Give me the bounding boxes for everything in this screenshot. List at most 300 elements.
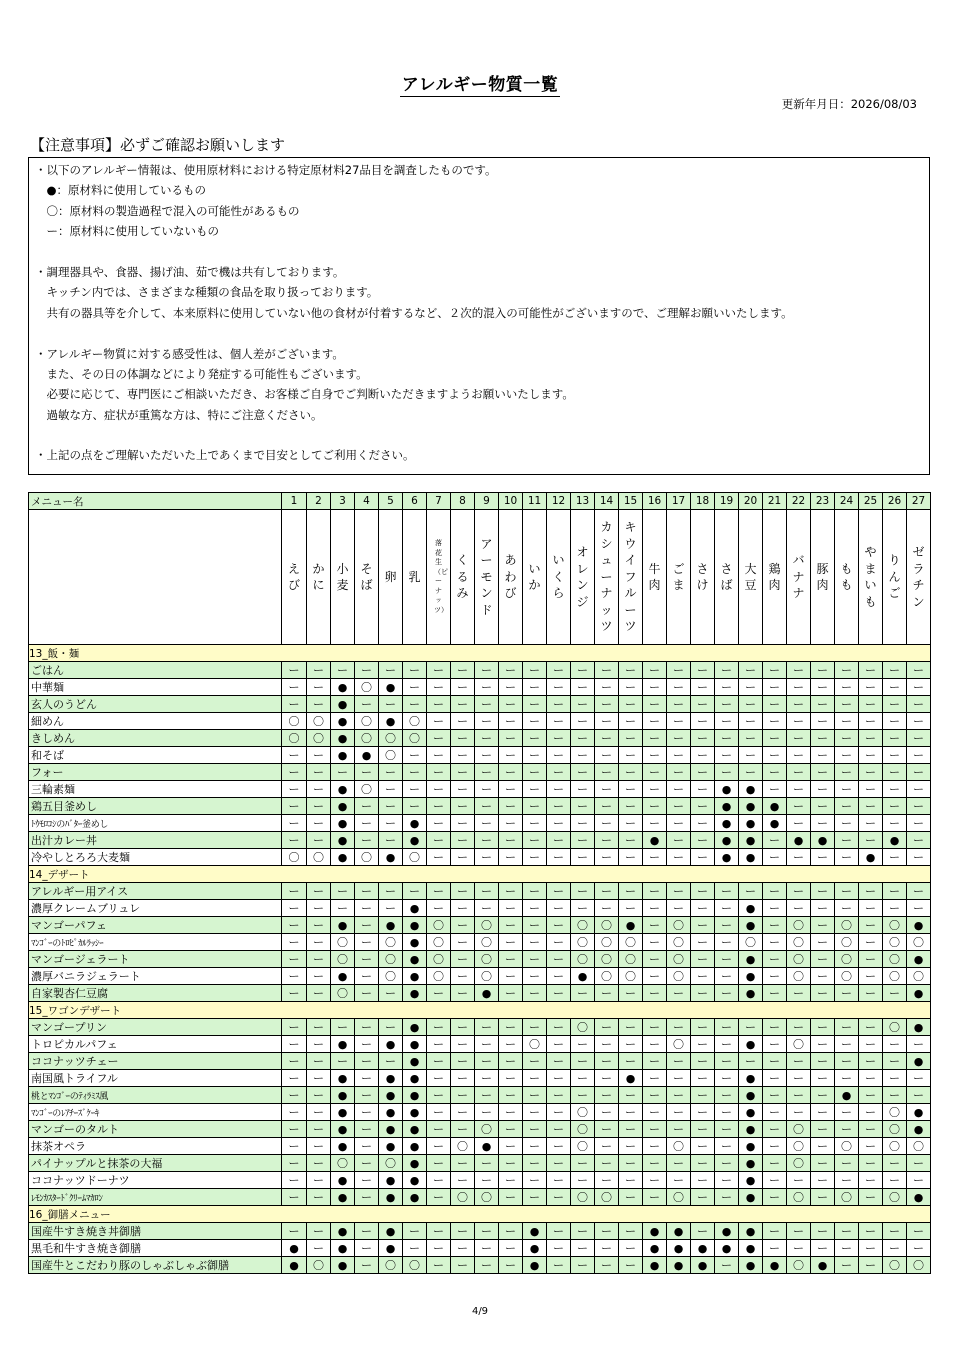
allergen-mark: ー <box>571 1223 595 1240</box>
notice-line: ・上記の点をご理解いただいた上であくまで目安としてご利用ください。 <box>35 448 415 463</box>
allergen-mark: ー <box>499 798 523 815</box>
allergen-mark: ー <box>619 1019 643 1036</box>
allergen-mark: ー <box>571 1070 595 1087</box>
allergen-mark: ー <box>811 696 835 713</box>
allergen-mark: ー <box>403 764 427 781</box>
allergen-mark: 〇 <box>379 1155 403 1172</box>
allergen-mark: ー <box>403 1240 427 1257</box>
allergen-mark: ● <box>379 1240 403 1257</box>
allergen-mark: ● <box>715 849 739 866</box>
allergen-mark: 〇 <box>787 1189 811 1206</box>
allergen-mark: ー <box>835 781 859 798</box>
allergen-mark: ー <box>571 815 595 832</box>
allergen-mark: ー <box>835 696 859 713</box>
category-header: 13_飯・麺 <box>29 645 931 662</box>
allergen-mark: ー <box>547 832 571 849</box>
allergen-mark: ー <box>763 1189 787 1206</box>
allergen-mark: ー <box>643 917 667 934</box>
allergen-mark: ー <box>523 730 547 747</box>
menu-header-blank <box>29 510 282 645</box>
allergen-mark: ー <box>883 747 907 764</box>
allergen-mark: 〇 <box>667 1036 691 1053</box>
allergen-mark: 〇 <box>619 934 643 951</box>
allergen-mark: ー <box>619 696 643 713</box>
allergen-name-cell <box>859 510 883 645</box>
allergen-mark: ● <box>619 1070 643 1087</box>
allergen-mark: ー <box>715 713 739 730</box>
allergen-mark: 〇 <box>787 1155 811 1172</box>
allergen-mark: ー <box>451 1121 475 1138</box>
allergen-mark: ー <box>835 1155 859 1172</box>
allergen-mark: ー <box>811 730 835 747</box>
allergen-mark: ー <box>451 764 475 781</box>
allergen-mark: ー <box>451 985 475 1002</box>
allergen-mark: ー <box>763 679 787 696</box>
allergen-mark: ー <box>307 662 331 679</box>
menu-item-name: ココナッツチェー <box>29 1053 282 1070</box>
table-row <box>29 1070 931 1087</box>
allergen-mark: 〇 <box>307 730 331 747</box>
allergen-mark: ー <box>451 1053 475 1070</box>
notice-line <box>35 323 923 343</box>
allergen-mark: ー <box>499 900 523 917</box>
allergen-mark: ● <box>331 1189 355 1206</box>
allergen-mark: ー <box>667 900 691 917</box>
allergen-mark: ー <box>403 679 427 696</box>
allergen-mark: ー <box>331 900 355 917</box>
allergen-mark: ー <box>475 1070 499 1087</box>
allergen-mark: ー <box>547 1240 571 1257</box>
allergen-number: 7 <box>427 493 451 510</box>
allergen-mark: 〇 <box>667 968 691 985</box>
allergen-mark: ● <box>523 1223 547 1240</box>
allergen-mark: ● <box>331 968 355 985</box>
allergen-mark: ● <box>907 1121 931 1138</box>
allergen-mark: ー <box>499 1240 523 1257</box>
allergen-mark: ー <box>571 1155 595 1172</box>
allergen-mark: ー <box>523 951 547 968</box>
allergen-mark: ー <box>811 1240 835 1257</box>
allergen-mark: ー <box>451 815 475 832</box>
allergen-mark: ー <box>571 798 595 815</box>
allergen-mark: ー <box>379 900 403 917</box>
table-row <box>29 1019 931 1036</box>
allergen-mark: 〇 <box>883 968 907 985</box>
allergen-mark: ー <box>643 1121 667 1138</box>
allergen-name-cell <box>451 510 475 645</box>
allergen-mark: ー <box>811 1121 835 1138</box>
allergen-mark: ー <box>619 798 643 815</box>
allergen-mark: ー <box>523 679 547 696</box>
allergen-mark: ー <box>619 1036 643 1053</box>
allergen-mark: ー <box>475 815 499 832</box>
allergen-mark: ー <box>907 662 931 679</box>
allergen-mark: ー <box>523 832 547 849</box>
allergen-mark: ー <box>547 713 571 730</box>
allergen-mark: ー <box>643 1036 667 1053</box>
allergen-mark: ー <box>859 968 883 985</box>
allergen-mark: ー <box>282 917 307 934</box>
allergen-mark: ー <box>475 679 499 696</box>
allergen-mark: ー <box>811 679 835 696</box>
allergen-mark: 〇 <box>475 917 499 934</box>
allergen-mark: ー <box>571 1240 595 1257</box>
allergen-mark: ー <box>907 696 931 713</box>
allergen-mark: ー <box>282 1121 307 1138</box>
allergen-name: さけ <box>696 561 709 592</box>
allergen-mark: ー <box>571 1036 595 1053</box>
allergen-mark: ー <box>475 730 499 747</box>
allergen-mark: ● <box>643 832 667 849</box>
menu-item-name: 濃厚クレームブリュレ <box>29 900 282 917</box>
allergen-mark: ー <box>307 1121 331 1138</box>
allergen-mark: 〇 <box>787 1121 811 1138</box>
allergen-mark: ー <box>907 781 931 798</box>
allergen-mark: ー <box>691 917 715 934</box>
allergen-mark: ● <box>763 798 787 815</box>
allergen-mark: ー <box>427 1240 451 1257</box>
allergen-mark: ー <box>307 1155 331 1172</box>
table-row <box>29 1257 931 1274</box>
allergen-mark: ー <box>282 815 307 832</box>
table-row <box>29 1138 931 1155</box>
allergen-mark: ー <box>307 696 331 713</box>
allergen-mark: ー <box>619 1053 643 1070</box>
allergen-mark: ー <box>523 1172 547 1189</box>
allergen-mark: 〇 <box>379 1257 403 1274</box>
allergen-mark: ● <box>739 849 763 866</box>
allergen-number: 12 <box>547 493 571 510</box>
allergen-mark: ー <box>571 679 595 696</box>
allergen-mark: ー <box>619 713 643 730</box>
allergen-mark: ー <box>763 917 787 934</box>
allergen-mark: ● <box>739 798 763 815</box>
allergen-mark: ー <box>403 696 427 713</box>
table-row <box>29 985 931 1002</box>
table-row <box>29 1087 931 1104</box>
allergen-mark: ー <box>451 1104 475 1121</box>
menu-item-name: フォー <box>29 764 282 781</box>
allergen-mark: ー <box>355 832 379 849</box>
allergen-mark: ー <box>427 1172 451 1189</box>
allergen-mark: ー <box>715 968 739 985</box>
allergen-mark: ー <box>523 934 547 951</box>
allergen-mark: ー <box>547 662 571 679</box>
allergen-mark: ー <box>379 883 403 900</box>
allergen-mark: ー <box>331 1053 355 1070</box>
allergen-name: アーモンド <box>480 536 493 617</box>
allergen-mark: ー <box>499 1172 523 1189</box>
notice-heading: 【注意事項】必ずご確認お願いします <box>30 136 286 154</box>
allergen-mark: ● <box>907 1019 931 1036</box>
allergen-mark: 〇 <box>787 951 811 968</box>
allergen-name-cell <box>403 510 427 645</box>
allergen-mark: ー <box>667 1087 691 1104</box>
allergen-mark: ー <box>643 1053 667 1070</box>
allergen-mark: ー <box>307 1172 331 1189</box>
allergen-name: いくら <box>552 553 565 601</box>
allergen-mark: ー <box>907 679 931 696</box>
allergen-mark: ー <box>571 1053 595 1070</box>
allergen-mark: ー <box>643 764 667 781</box>
menu-item-name: マンゴージェラート <box>29 951 282 968</box>
allergen-mark: ー <box>355 662 379 679</box>
allergen-mark: ー <box>571 696 595 713</box>
allergen-mark: ー <box>499 1036 523 1053</box>
allergen-mark: 〇 <box>667 917 691 934</box>
allergen-mark: ー <box>859 1138 883 1155</box>
allergen-mark: ー <box>763 730 787 747</box>
allergen-mark: ー <box>355 1070 379 1087</box>
allergen-mark: ー <box>667 1155 691 1172</box>
allergen-mark: ー <box>523 1155 547 1172</box>
allergen-name-cell <box>523 510 547 645</box>
allergen-mark: ー <box>811 1189 835 1206</box>
allergen-mark: ー <box>499 713 523 730</box>
allergen-number: 23 <box>811 493 835 510</box>
allergen-mark: ー <box>499 747 523 764</box>
allergen-mark: ー <box>355 815 379 832</box>
allergen-mark: 〇 <box>619 968 643 985</box>
allergen-mark: ー <box>643 968 667 985</box>
allergen-mark: ー <box>883 883 907 900</box>
allergen-name: いか <box>528 561 541 592</box>
allergen-mark: ー <box>427 1053 451 1070</box>
allergen-mark: 〇 <box>883 934 907 951</box>
allergen-mark: ー <box>907 764 931 781</box>
allergen-number: 13 <box>571 493 595 510</box>
allergen-mark: 〇 <box>427 968 451 985</box>
allergen-mark: ー <box>619 747 643 764</box>
allergen-mark: ー <box>427 815 451 832</box>
allergen-mark: ー <box>619 1257 643 1274</box>
allergen-mark: ● <box>331 1172 355 1189</box>
allergen-mark: ー <box>523 713 547 730</box>
allergen-mark: ● <box>739 815 763 832</box>
allergen-mark: ー <box>811 934 835 951</box>
allergen-mark: ● <box>403 917 427 934</box>
allergen-mark: ー <box>811 900 835 917</box>
allergen-mark: ー <box>715 1019 739 1036</box>
allergen-mark: ー <box>739 1019 763 1036</box>
allergen-mark: ー <box>691 1036 715 1053</box>
allergen-mark: ー <box>907 713 931 730</box>
allergen-mark: ー <box>619 1121 643 1138</box>
table-row <box>29 832 931 849</box>
allergen-mark: ー <box>835 764 859 781</box>
allergen-mark: ● <box>331 917 355 934</box>
allergen-mark: ー <box>907 1155 931 1172</box>
allergen-mark: ー <box>643 951 667 968</box>
allergen-mark: ー <box>763 968 787 985</box>
allergen-mark: ー <box>355 1172 379 1189</box>
menu-item-name: ﾏﾝｺﾞｰのﾚｱﾁｰｽﾞｹｰｷ <box>29 1104 282 1121</box>
allergen-mark: ー <box>835 815 859 832</box>
allergen-mark: ー <box>307 798 331 815</box>
allergen-mark: ー <box>307 985 331 1002</box>
allergen-mark: ● <box>403 1138 427 1155</box>
allergen-mark: ー <box>883 849 907 866</box>
allergen-mark: ー <box>571 781 595 798</box>
allergen-mark: ー <box>691 832 715 849</box>
allergen-mark: ● <box>331 1257 355 1274</box>
allergen-mark: ー <box>282 696 307 713</box>
allergen-mark: ー <box>619 679 643 696</box>
table-row <box>29 883 931 900</box>
menu-item-name: 玄人のうどん <box>29 696 282 713</box>
allergen-mark: ー <box>667 985 691 1002</box>
allergen-mark: ー <box>595 798 619 815</box>
allergen-mark: ー <box>763 1104 787 1121</box>
allergen-mark: ー <box>907 1172 931 1189</box>
allergen-mark: ● <box>403 951 427 968</box>
allergen-mark: ー <box>331 1019 355 1036</box>
allergen-mark: ー <box>499 1223 523 1240</box>
allergen-mark: ー <box>451 951 475 968</box>
table-row <box>29 1240 931 1257</box>
allergen-mark: ー <box>835 1240 859 1257</box>
allergen-mark: ー <box>763 883 787 900</box>
allergen-mark: ー <box>331 883 355 900</box>
allergen-mark: ー <box>282 1223 307 1240</box>
allergen-name: りんご <box>888 553 901 601</box>
allergen-mark: ー <box>859 781 883 798</box>
allergen-mark: ー <box>667 1121 691 1138</box>
allergen-mark: ー <box>571 1172 595 1189</box>
allergen-mark: ー <box>547 781 571 798</box>
allergen-table <box>28 492 931 1274</box>
allergen-mark: ● <box>523 1257 547 1274</box>
allergen-mark: ● <box>403 1104 427 1121</box>
allergen-mark: ● <box>379 1223 403 1240</box>
allergen-mark: ー <box>547 679 571 696</box>
allergen-name: バナナ <box>792 553 805 601</box>
allergen-mark: ー <box>307 1036 331 1053</box>
allergen-mark: ー <box>307 1223 331 1240</box>
allergen-mark: ー <box>883 781 907 798</box>
allergen-mark: 〇 <box>403 1257 427 1274</box>
allergen-mark: ー <box>571 900 595 917</box>
allergen-mark: ー <box>835 832 859 849</box>
allergen-mark: ー <box>547 1172 571 1189</box>
allergen-mark: ー <box>907 1240 931 1257</box>
allergen-mark: ー <box>811 764 835 781</box>
allergen-mark: ー <box>355 1138 379 1155</box>
allergen-mark: ー <box>883 1087 907 1104</box>
menu-item-name: 黒毛和牛すき焼き御膳 <box>29 1240 282 1257</box>
allergen-mark: ー <box>691 798 715 815</box>
notice-line: 必要に応じて、専門医にご相談いただき、お客様ご自身でご判断いただきますようお願いいたします。 <box>35 387 574 402</box>
allergen-mark: ● <box>739 985 763 1002</box>
allergen-mark: ー <box>643 730 667 747</box>
allergen-mark: ー <box>499 815 523 832</box>
allergen-mark: ー <box>643 1070 667 1087</box>
allergen-mark: ー <box>547 1257 571 1274</box>
allergen-mark: 〇 <box>307 849 331 866</box>
allergen-mark: 〇 <box>787 1036 811 1053</box>
allergen-mark: ー <box>715 951 739 968</box>
allergen-mark: ー <box>835 985 859 1002</box>
allergen-mark: ー <box>475 747 499 764</box>
table-row <box>29 1223 931 1240</box>
allergen-mark: ー <box>523 1019 547 1036</box>
allergen-mark: ー <box>547 951 571 968</box>
allergen-mark: ー <box>907 815 931 832</box>
table-row <box>29 1172 931 1189</box>
allergen-mark: ー <box>523 662 547 679</box>
allergen-mark: ー <box>595 1053 619 1070</box>
allergen-mark: ー <box>763 985 787 1002</box>
allergen-mark: ー <box>307 832 331 849</box>
allergen-mark: ー <box>547 696 571 713</box>
allergen-mark: ー <box>883 815 907 832</box>
allergen-mark: ー <box>451 832 475 849</box>
allergen-mark: 〇 <box>619 951 643 968</box>
allergen-mark: ー <box>787 985 811 1002</box>
allergen-mark: ー <box>595 747 619 764</box>
allergen-mark: ー <box>307 1070 331 1087</box>
allergen-mark: ー <box>499 985 523 1002</box>
allergen-mark: ー <box>859 1257 883 1274</box>
allergen-mark: ー <box>835 747 859 764</box>
allergen-mark: ー <box>282 747 307 764</box>
allergen-mark: 〇 <box>835 968 859 985</box>
allergen-mark: ー <box>307 883 331 900</box>
allergen-mark: ー <box>427 1104 451 1121</box>
allergen-mark: ー <box>547 1053 571 1070</box>
allergen-mark: ● <box>715 1223 739 1240</box>
allergen-mark: ー <box>571 832 595 849</box>
allergen-mark: ー <box>811 662 835 679</box>
menu-item-name: 南国風トライフル <box>29 1070 282 1087</box>
allergen-mark: ー <box>835 713 859 730</box>
allergen-mark: 〇 <box>451 1138 475 1155</box>
allergen-mark: ー <box>691 985 715 1002</box>
allergen-name-cell <box>619 510 643 645</box>
table-row <box>29 730 931 747</box>
allergen-mark: ー <box>523 968 547 985</box>
allergen-mark: 〇 <box>571 934 595 951</box>
allergen-mark: ー <box>907 798 931 815</box>
allergen-mark: ー <box>355 968 379 985</box>
allergen-mark: ー <box>691 730 715 747</box>
allergen-mark: ー <box>763 1053 787 1070</box>
allergen-number: 6 <box>403 493 427 510</box>
allergen-mark: ー <box>282 1053 307 1070</box>
allergen-mark: ー <box>475 1172 499 1189</box>
allergen-mark: ー <box>427 713 451 730</box>
menu-item-name: 桃とﾏﾝｺﾞｰのﾃｨﾗﾐｽ風 <box>29 1087 282 1104</box>
allergen-mark: ー <box>691 747 715 764</box>
table-row <box>29 747 931 764</box>
allergen-mark: ー <box>355 1223 379 1240</box>
allergen-mark: 〇 <box>475 951 499 968</box>
allergen-mark: ー <box>907 1070 931 1087</box>
allergen-number: 17 <box>667 493 691 510</box>
allergen-mark: ー <box>619 730 643 747</box>
allergen-number: 10 <box>499 493 523 510</box>
allergen-mark: ー <box>811 1087 835 1104</box>
allergen-mark: ー <box>643 883 667 900</box>
allergen-mark: ー <box>859 1240 883 1257</box>
allergen-mark: ー <box>643 1172 667 1189</box>
allergen-mark: ● <box>811 1257 835 1274</box>
allergen-mark: ー <box>523 1189 547 1206</box>
allergen-mark: ● <box>763 1257 787 1274</box>
allergen-mark: ● <box>403 900 427 917</box>
allergen-mark: ー <box>715 1053 739 1070</box>
allergen-mark: ー <box>282 781 307 798</box>
